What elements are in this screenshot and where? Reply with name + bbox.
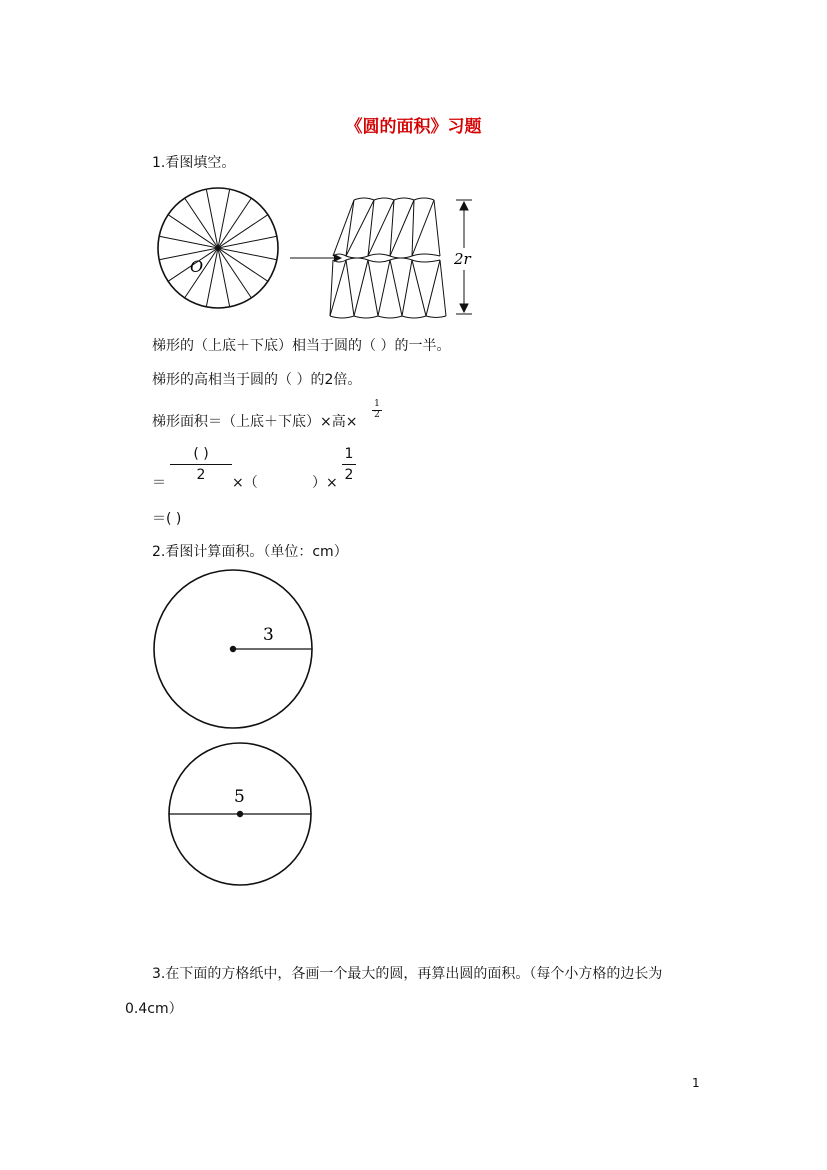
q2-circle-diameter [164, 740, 320, 890]
q1-line5: ＝( ) [152, 511, 182, 527]
q2-circle-radius [150, 566, 320, 736]
sectored-circle [158, 188, 278, 308]
q1-line3-prefix: 梯形面积＝（上底＋下底）×高× [152, 414, 358, 430]
radius-label: 3 [263, 625, 274, 645]
q1-line3-fraction [372, 400, 382, 420]
q1-heading: 1.看图填空。 [152, 155, 236, 171]
fraction-denominator: 2 [344, 467, 354, 483]
q3-text-line1: 3.在下面的方格纸中，各画一个最大的圆，再算出圆的面积。（每个小方格的边长为 [152, 966, 663, 982]
q1-line2: 梯形的高相当于圆的（ ）的2倍。 [152, 372, 362, 388]
q1-line4-fraction [170, 446, 232, 483]
q1-figure [150, 186, 490, 326]
rearranged-trapezoid [330, 198, 446, 318]
fraction-numerator: 1 [374, 399, 380, 409]
q1-line1: 梯形的（上底＋下底）相当于圆的（ ）的一半。 [152, 338, 451, 354]
q1-line4-close: ）× [312, 475, 338, 491]
fraction-numerator: 1 [344, 446, 354, 462]
q1-line4-half [342, 446, 356, 483]
q1-line4-equals: ＝ [152, 475, 166, 491]
page-number: 1 [692, 1076, 700, 1090]
fraction-denominator: 2 [374, 410, 380, 420]
fraction-denominator: 2 [196, 467, 206, 483]
fraction-numerator: ( ) [193, 446, 209, 462]
q2-heading: 2.看图计算面积。（单位：cm） [152, 544, 348, 560]
q1-line4-times: ×（ [232, 475, 258, 491]
diameter-label: 5 [234, 787, 245, 807]
q3-text-line2: 0.4cm） [125, 1001, 183, 1017]
page-title: 《圆的面积》习题 [345, 117, 482, 137]
height-label: 2r [454, 250, 471, 268]
center-label: O [190, 257, 204, 276]
q1-line3 [152, 411, 357, 431]
